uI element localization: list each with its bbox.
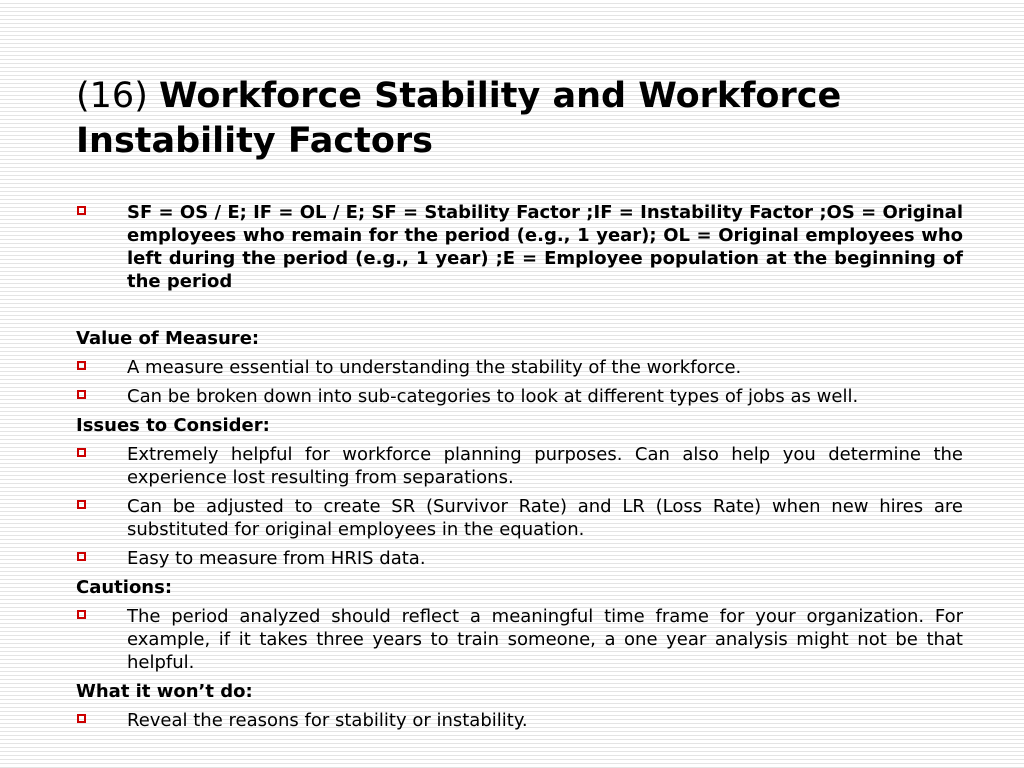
title-number: (16) bbox=[76, 76, 148, 116]
list-item-text: Easy to measure from HRIS data. bbox=[127, 548, 426, 569]
list-item-text: The period analyzed should reflect a meaningful time frame for your organization. For example, if it takes three years to train someone, a one year analysis might not be that helpful. bbox=[127, 606, 963, 673]
slide-title bbox=[76, 74, 976, 164]
what-it-wont-do-heading: What it won’t do: bbox=[76, 681, 253, 702]
list-item bbox=[76, 356, 963, 379]
list-item bbox=[76, 385, 963, 408]
list-item bbox=[76, 443, 963, 489]
hollow-square-bullet-icon bbox=[77, 448, 86, 457]
title-bold-text: Workforce Stability and Workforce Instability Factors bbox=[76, 76, 842, 161]
issues-to-consider-heading: Issues to Consider: bbox=[76, 415, 270, 436]
hollow-square-bullet-icon bbox=[77, 552, 86, 561]
hollow-square-bullet-icon bbox=[77, 500, 86, 509]
list-item-text: Can be broken down into sub-categories to look at different types of jobs as well. bbox=[127, 386, 859, 407]
list-item bbox=[76, 605, 963, 674]
cautions-heading: Cautions: bbox=[76, 577, 173, 598]
list-item bbox=[76, 547, 963, 570]
list-item-text: Extremely helpful for workforce planning purposes. Can also help you determine the experience lost resulting from separations. bbox=[127, 444, 963, 488]
hollow-square-bullet-icon bbox=[77, 206, 86, 215]
hollow-square-bullet-icon bbox=[77, 610, 86, 619]
hollow-square-bullet-icon bbox=[77, 714, 86, 723]
list-item-text: Can be adjusted to create SR (Survivor Rate) and LR (Loss Rate) when new hires are substituted for original employees in the equation. bbox=[127, 496, 963, 540]
slide-body bbox=[76, 201, 963, 738]
hollow-square-bullet-icon bbox=[77, 361, 86, 370]
value-of-measure-heading: Value of Measure: bbox=[76, 328, 260, 349]
list-item-text: Reveal the reasons for stability or instability. bbox=[127, 710, 528, 731]
formula-text: SF = OS / E; IF = OL / E; SF = Stability Factor ;IF = Instability Factor ;OS = Original employees who remain for the period (e.g., 1 year); OL = Original employees who left during the period (e.g., 1 year) ;E = Employee population at the beginning of the period bbox=[127, 202, 963, 292]
list-item bbox=[76, 709, 963, 732]
formula-bullet bbox=[76, 201, 963, 293]
list-item-text: A measure essential to understanding the stability of the workforce. bbox=[127, 357, 742, 378]
list-item bbox=[76, 495, 963, 541]
hollow-square-bullet-icon bbox=[77, 390, 86, 399]
